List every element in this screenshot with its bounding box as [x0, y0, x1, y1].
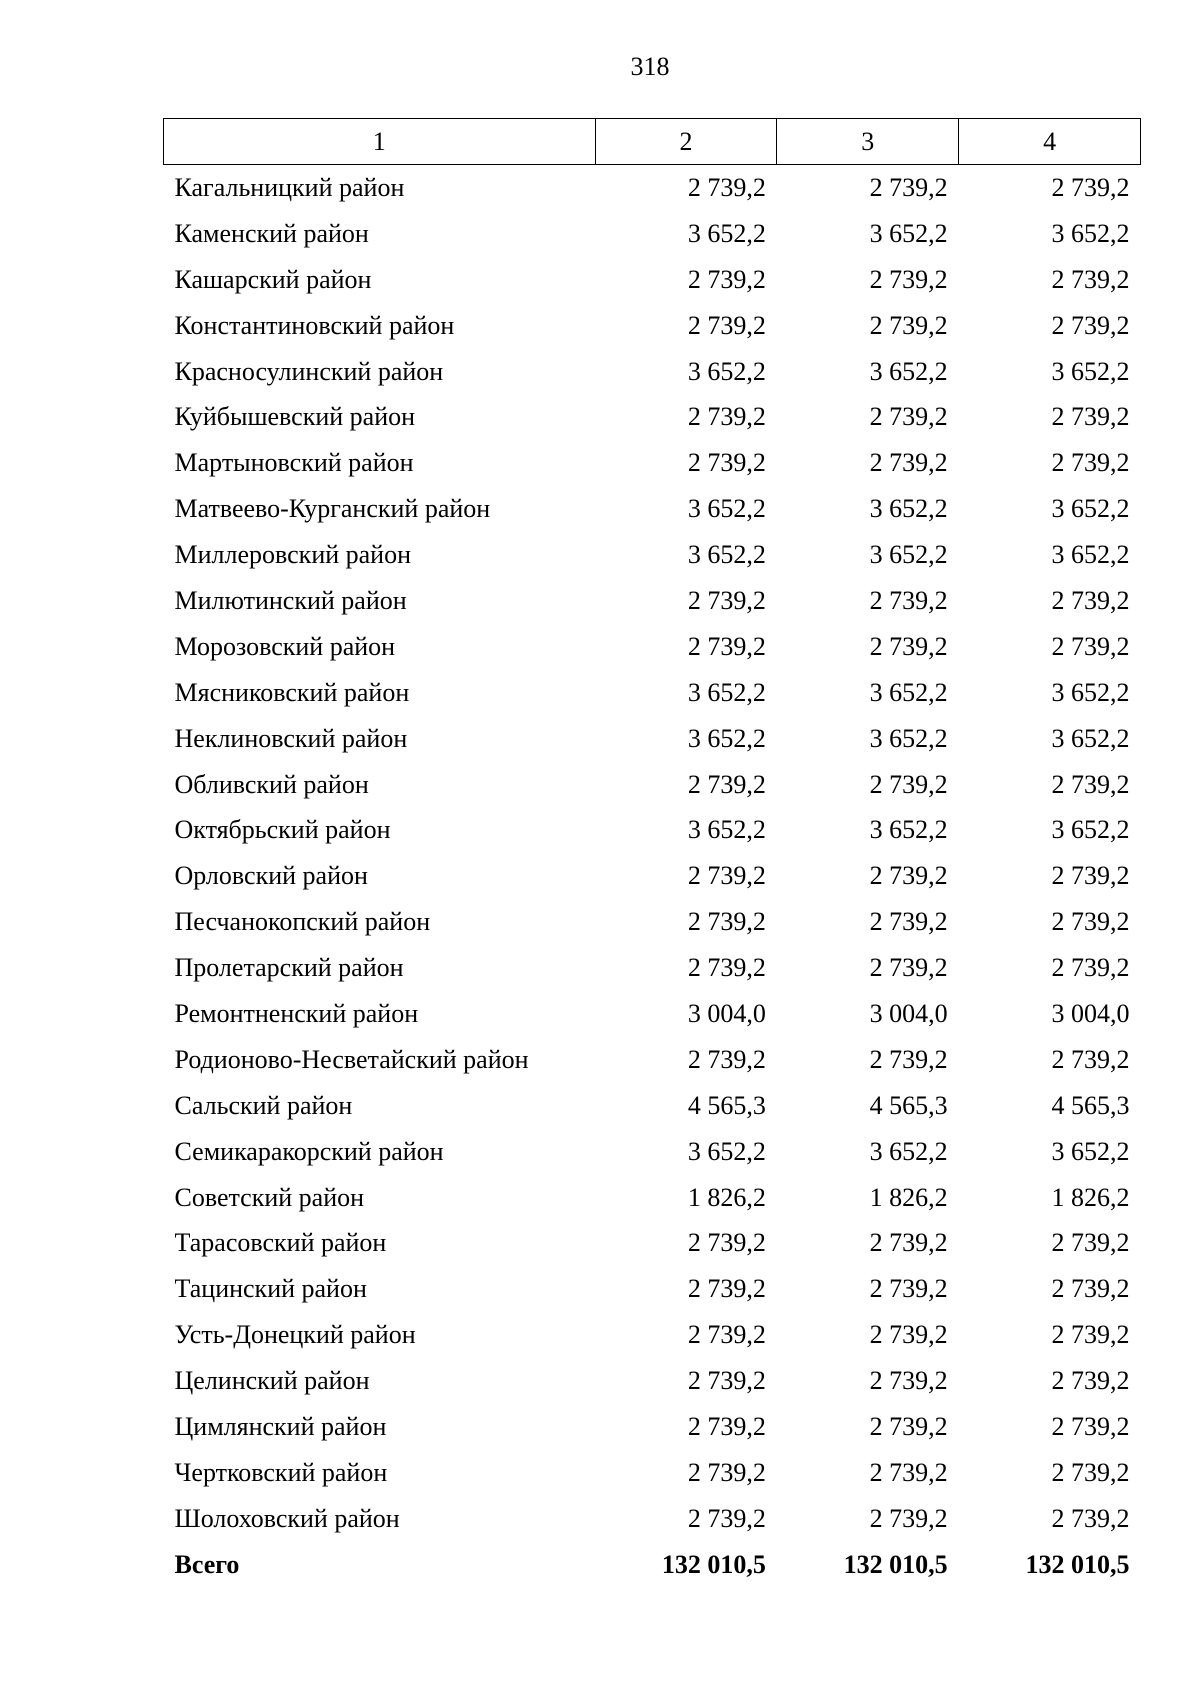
value-cell-col3: 2 739,2	[869, 631, 948, 661]
value-cell-col2: 3 652,2	[687, 494, 766, 524]
value-cell-col2: 3 652,2	[687, 540, 766, 570]
value-cell-col3: 2 739,2	[869, 1228, 948, 1258]
value-cell-col2: 3 652,2	[687, 356, 766, 386]
value-cell-col3: 2 739,2	[869, 1274, 948, 1304]
value-cell-col4: 2 739,2	[1051, 1366, 1130, 1396]
district-name-cell: Шолоховский район	[174, 1503, 400, 1533]
value-cell-col3: 3 652,2	[869, 494, 948, 524]
value-cell-col4: 4 565,3	[1051, 1090, 1130, 1120]
value-cell-col2: 2 739,2	[687, 1503, 766, 1533]
value-cell-col3: 3 652,2	[869, 218, 948, 248]
table-row	[164, 1450, 1141, 1496]
value-cell-col4: 2 739,2	[1051, 1457, 1130, 1487]
value-cell-col4: 2 739,2	[1051, 585, 1130, 615]
district-name-cell: Усть-Донецкий район	[174, 1320, 416, 1350]
value-cell-col2: 3 652,2	[687, 218, 766, 248]
value-cell-col4: 1 826,2	[1051, 1182, 1130, 1212]
value-cell-col3: 4 565,3	[869, 1090, 948, 1120]
table-row	[164, 303, 1141, 349]
table-row	[164, 349, 1141, 395]
table-row	[164, 1220, 1141, 1266]
value-cell-col3: 3 652,2	[869, 356, 948, 386]
value-cell-col2: 132 010,5	[661, 1549, 766, 1579]
district-name-cell: Цимлянский район	[174, 1411, 387, 1441]
value-cell-col3: 2 739,2	[869, 402, 948, 432]
value-cell-col2: 2 739,2	[687, 861, 766, 891]
value-cell-col2: 2 739,2	[687, 1320, 766, 1350]
value-cell-col4: 3 652,2	[1051, 1136, 1130, 1166]
district-name-cell: Чертковский район	[174, 1457, 388, 1487]
value-cell-col3: 2 739,2	[869, 1320, 948, 1350]
value-cell-col2: 2 739,2	[687, 1044, 766, 1074]
value-cell-col3: 2 739,2	[869, 1457, 948, 1487]
value-cell-col4: 3 652,2	[1051, 677, 1130, 707]
value-cell-col4: 2 739,2	[1051, 448, 1130, 478]
district-name-cell: Сальский район	[174, 1090, 353, 1120]
value-cell-col2: 3 652,2	[687, 1136, 766, 1166]
table-row	[164, 1083, 1141, 1129]
district-name-cell: Обливский район	[174, 769, 369, 799]
district-name-cell: Всего	[174, 1549, 240, 1579]
total-row	[164, 1542, 1141, 1588]
table-row	[164, 578, 1141, 624]
value-cell-col4: 3 652,2	[1051, 356, 1130, 386]
value-cell-col3: 2 739,2	[869, 1411, 948, 1441]
value-cell-col4: 2 739,2	[1051, 861, 1130, 891]
header-cell-col2: 2	[595, 119, 777, 165]
value-cell-col3: 2 739,2	[869, 310, 948, 340]
table-row	[164, 1129, 1141, 1175]
value-cell-col2: 2 739,2	[687, 402, 766, 432]
value-cell-col4: 2 739,2	[1051, 1411, 1130, 1441]
value-cell-col2: 2 739,2	[687, 1457, 766, 1487]
value-cell-col4: 3 004,0	[1051, 998, 1130, 1028]
district-name-cell: Ремонтненский район	[174, 998, 419, 1028]
table-row	[164, 440, 1141, 486]
table-row	[164, 1037, 1141, 1083]
table-row	[164, 624, 1141, 670]
district-name-cell: Неклиновский район	[174, 723, 408, 753]
value-cell-col3: 2 739,2	[869, 264, 948, 294]
district-name-cell: Кашарский район	[174, 264, 372, 294]
value-cell-col2: 1 826,2	[687, 1182, 766, 1212]
value-cell-col4: 2 739,2	[1051, 907, 1130, 937]
value-cell-col2: 2 739,2	[687, 907, 766, 937]
value-cell-col3: 2 739,2	[869, 585, 948, 615]
table-row	[164, 1266, 1141, 1312]
value-cell-col3: 3 004,0	[869, 998, 948, 1028]
district-name-cell: Тарасовский район	[174, 1228, 387, 1258]
table-row	[164, 1312, 1141, 1358]
page-number: 318	[630, 52, 670, 81]
value-cell-col3: 3 652,2	[869, 723, 948, 753]
value-cell-col2: 2 739,2	[687, 631, 766, 661]
table-body	[164, 165, 1141, 1588]
table-row	[164, 1496, 1141, 1542]
table-row	[164, 1175, 1141, 1221]
table-row	[164, 257, 1141, 303]
value-cell-col4: 2 739,2	[1051, 1044, 1130, 1074]
value-cell-col2: 3 652,2	[687, 815, 766, 845]
header-cell-col4: 4	[959, 119, 1141, 165]
value-cell-col2: 2 739,2	[687, 264, 766, 294]
value-cell-col2: 2 739,2	[687, 1228, 766, 1258]
value-cell-col3: 3 652,2	[869, 1136, 948, 1166]
district-name-cell: Миллеровский район	[174, 540, 412, 570]
value-cell-col4: 2 739,2	[1051, 1228, 1130, 1258]
table-row	[164, 394, 1141, 440]
table-row	[164, 762, 1141, 808]
value-cell-col3: 2 739,2	[869, 953, 948, 983]
value-cell-col2: 2 739,2	[687, 1411, 766, 1441]
value-cell-col4: 3 652,2	[1051, 494, 1130, 524]
value-cell-col4: 2 739,2	[1051, 1503, 1130, 1533]
district-name-cell: Тацинский район	[174, 1274, 367, 1304]
table-row	[164, 807, 1141, 853]
value-cell-col4: 2 739,2	[1051, 1320, 1130, 1350]
value-cell-col3: 3 652,2	[869, 815, 948, 845]
district-name-cell: Каменский район	[174, 218, 369, 248]
district-name-cell: Пролетарский район	[174, 953, 404, 983]
value-cell-col2: 2 739,2	[687, 448, 766, 478]
value-cell-col2: 2 739,2	[687, 585, 766, 615]
table-row	[164, 211, 1141, 257]
district-name-cell: Красносулинский район	[174, 356, 444, 386]
value-cell-col3: 2 739,2	[869, 769, 948, 799]
value-cell-col4: 2 739,2	[1051, 1274, 1130, 1304]
data-table	[163, 118, 1141, 1588]
table-row	[164, 899, 1141, 945]
table-row	[164, 670, 1141, 716]
value-cell-col3: 2 739,2	[869, 1503, 948, 1533]
table-row	[164, 486, 1141, 532]
district-name-cell: Милютинский район	[174, 585, 407, 615]
value-cell-col4: 2 739,2	[1051, 631, 1130, 661]
value-cell-col3: 2 739,2	[869, 1366, 948, 1396]
value-cell-col3: 2 739,2	[869, 1044, 948, 1074]
value-cell-col3: 1 826,2	[869, 1182, 948, 1212]
value-cell-col3: 132 010,5	[843, 1549, 948, 1579]
value-cell-col4: 2 739,2	[1051, 953, 1130, 983]
header-cell-col1: 1	[164, 119, 596, 165]
value-cell-col2: 2 739,2	[687, 1274, 766, 1304]
header-row	[164, 119, 1141, 165]
value-cell-col3: 3 652,2	[869, 677, 948, 707]
value-cell-col2: 4 565,3	[687, 1090, 766, 1120]
district-name-cell: Октябрьский район	[174, 815, 391, 845]
table-row	[164, 532, 1141, 578]
value-cell-col2: 3 004,0	[687, 998, 766, 1028]
table-row	[164, 1404, 1141, 1450]
district-name-cell: Родионово-Несветайский район	[174, 1044, 529, 1074]
value-cell-col4: 2 739,2	[1051, 264, 1130, 294]
district-name-cell: Целинский район	[174, 1366, 370, 1396]
district-name-cell: Мясниковский район	[174, 677, 410, 707]
value-cell-col4: 3 652,2	[1051, 723, 1130, 753]
table-row	[164, 1358, 1141, 1404]
value-cell-col3: 3 652,2	[869, 540, 948, 570]
value-cell-col2: 3 652,2	[687, 677, 766, 707]
value-cell-col3: 2 739,2	[869, 172, 948, 202]
value-cell-col4: 2 739,2	[1051, 172, 1130, 202]
header-cell-col3: 3	[777, 119, 959, 165]
value-cell-col4: 3 652,2	[1051, 815, 1130, 845]
district-name-cell: Константиновский район	[174, 310, 455, 340]
value-cell-col2: 2 739,2	[687, 953, 766, 983]
value-cell-col2: 2 739,2	[687, 310, 766, 340]
district-name-cell: Орловский район	[174, 861, 368, 891]
value-cell-col4: 3 652,2	[1051, 218, 1130, 248]
table-row	[164, 945, 1141, 991]
value-cell-col4: 132 010,5	[1025, 1549, 1130, 1579]
table-row	[164, 165, 1141, 211]
table-row	[164, 991, 1141, 1037]
table-row	[164, 853, 1141, 899]
value-cell-col4: 3 652,2	[1051, 540, 1130, 570]
value-cell-col4: 2 739,2	[1051, 402, 1130, 432]
table-header	[164, 119, 1141, 165]
value-cell-col4: 2 739,2	[1051, 310, 1130, 340]
district-name-cell: Мартыновский район	[174, 448, 414, 478]
district-name-cell: Советский район	[174, 1182, 365, 1212]
value-cell-col2: 3 652,2	[687, 723, 766, 753]
district-name-cell: Песчанокопский район	[174, 907, 431, 937]
district-name-cell: Матвеево-Курганский район	[174, 494, 491, 524]
value-cell-col4: 2 739,2	[1051, 769, 1130, 799]
district-name-cell: Куйбышевский район	[174, 402, 416, 432]
district-name-cell: Кагальницкий район	[174, 172, 405, 202]
value-cell-col2: 2 739,2	[687, 172, 766, 202]
value-cell-col2: 2 739,2	[687, 1366, 766, 1396]
value-cell-col2: 2 739,2	[687, 769, 766, 799]
district-name-cell: Семикаракорский район	[174, 1136, 444, 1166]
value-cell-col3: 2 739,2	[869, 907, 948, 937]
table-row	[164, 716, 1141, 762]
value-cell-col3: 2 739,2	[869, 861, 948, 891]
district-name-cell: Морозовский район	[174, 631, 396, 661]
value-cell-col3: 2 739,2	[869, 448, 948, 478]
